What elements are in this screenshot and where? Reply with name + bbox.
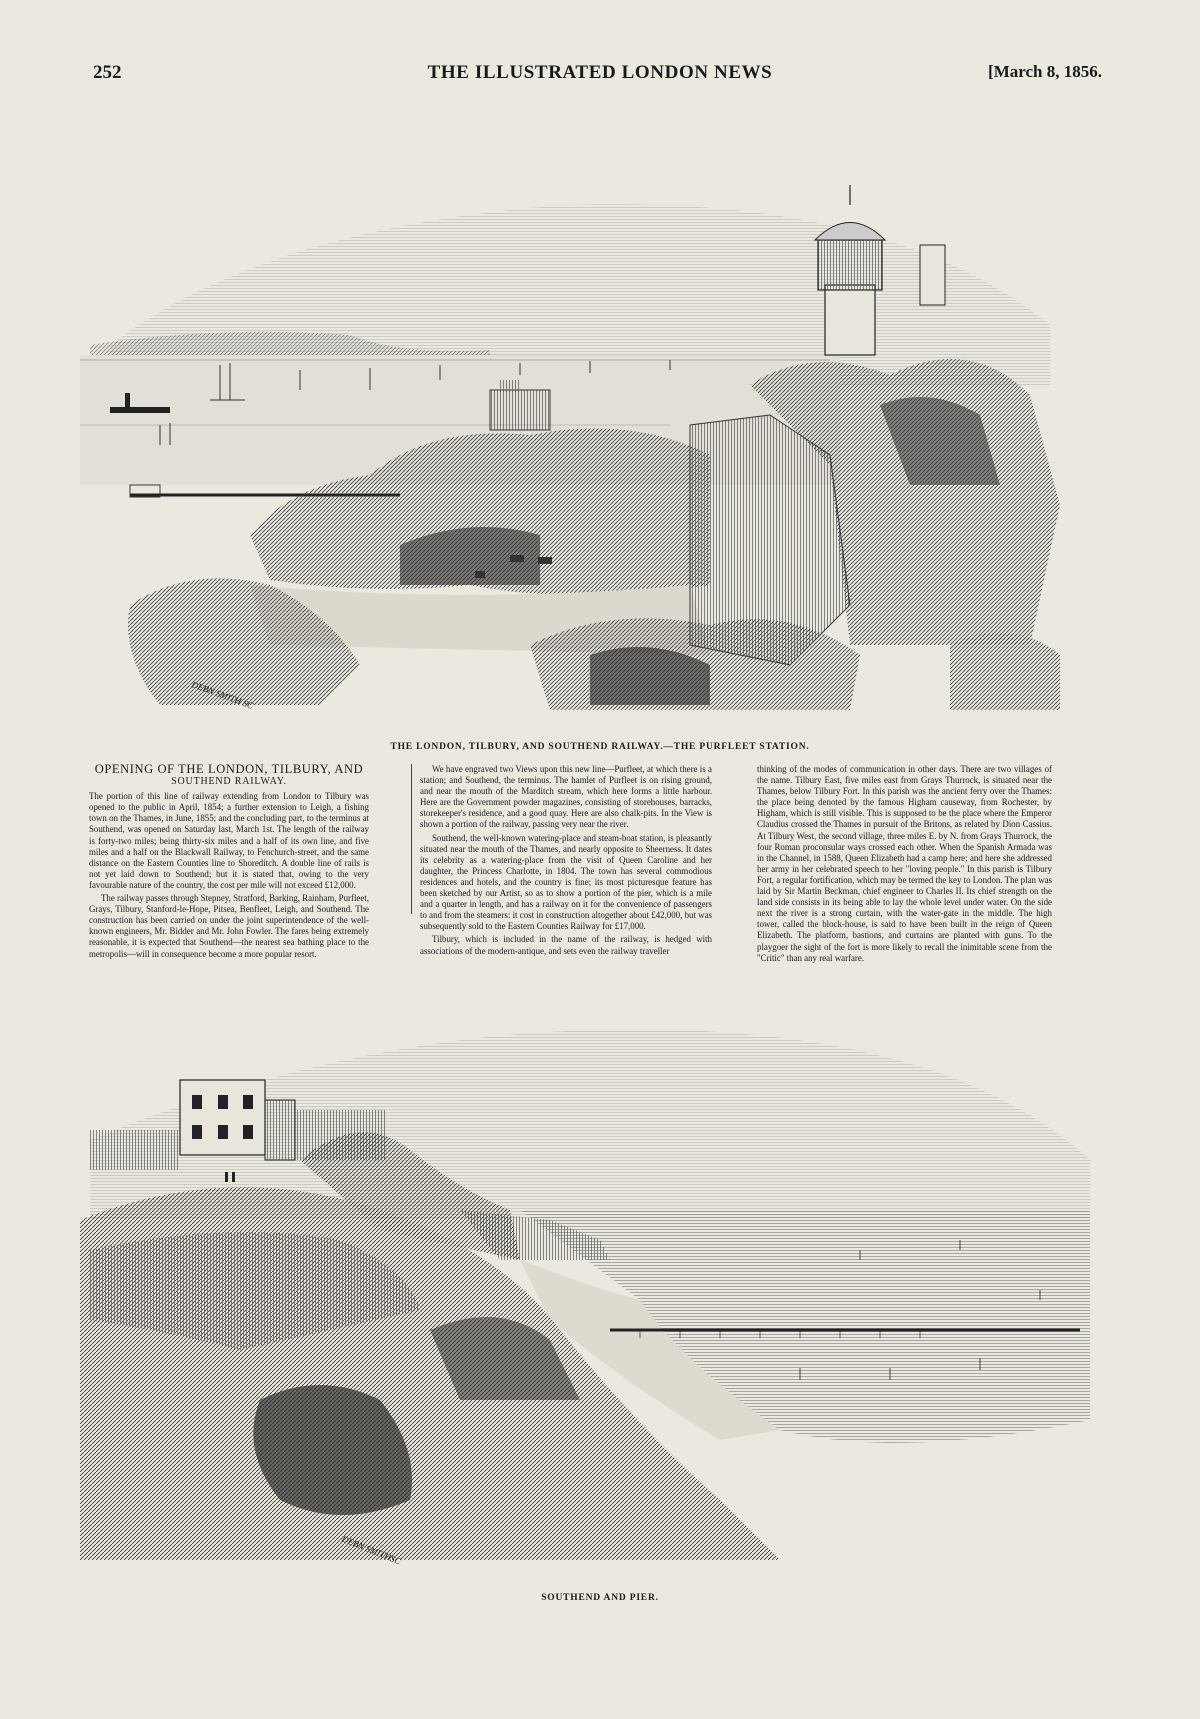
paragraph: thinking of the modes of communication in other days. There are two villages of the name. Tilbury East, five miles east from Grays Thurrock, is situated near the Thames, below Tilbury Fort. In this parish was the ancient ferry over the Thames: the place being denoted by the famous Higham causeway, from Rochester, by Higham, which is still visible. This is supposed to be the place where the Emperor Claudius crossed the Thames in pursuit of the Britons, as related by Dion Cassius. At Tilbury West, the second village, three miles E. by N. from Grays Thurrock, the four Roman proconsular ways crossed each other. When the Spanish Armada was in the Channel, in 1588, Queen Elizabeth had a camp here; and here she addressed her army in her celebrated speech to her "loving people." In this parish is Tilbury Fort, a regular fortification, which may be termed the key to London. The plan was laid by Sir Martin Beckman, chief engineer to Charles II. Its chief strength on the land side consists in its being able to lay the whole level under water. On the side next the river is a strong curtain, with the water-gate in the middle. The high tower, called the block-house, is said to have been built in the reign of Queen Elizabeth. The platform, bastions, and curtains are planted with guns. To the playgoer the sight of the fort is more likely to recall the inimitable scene from the "Critic" than any real warfare. xyxy=(757,764,1052,963)
article-column-2 xyxy=(420,764,712,959)
southend-illustration xyxy=(80,1000,1100,1575)
caption-southend: SOUTHEND AND PIER. xyxy=(541,1593,659,1603)
paragraph: Southend, the well-known watering-place and steam-boat station, is pleasantly situated near the mouth of the Thames, and nearly opposite to Sheerness. It dates its celebrity as a watering-place from the visit of Queen Caroline and her daughter, the Princess Charlotte, in 1804. The town has several commodious residences and hotels, and the country is fine; its most picturesque feature has been sketched by our Artist, so as to show a portion of the pier, which is a mile and a quarter in length, and has a railway on it for the convenience of passengers to and from the steamers: it cost in construction altogether about £42,000, but was subsequently sold to the Eastern Counties Railway for £17,000. xyxy=(420,832,712,932)
page-header xyxy=(0,62,1200,92)
engraver-signature-top: DEBN SMITH SC xyxy=(190,679,255,711)
paragraph: The portion of this line of railway extending from London to Tilbury was opened to the public in April, 1854; a further extension to Leigh, a fishing town on the Thames, in June, 1855; and the concluding part, to the terminus at Southend, was opened on Saturday last, March 1st. The length of the railway is forty-two miles; being thirty-six miles and a half of its own line, and five miles and a half on the Blackwall Railway, to Fenchurch-street, and the same distance on the Eastern Counties line to Shoreditch. A double line of rails is not yet laid down to Southend; but it is stated that, owing to the very favourable nature of the country, the cost per mile will not exceed £12,000. xyxy=(89,791,369,890)
purfleet-illustration xyxy=(70,185,1080,730)
article-column-3 xyxy=(757,764,1052,966)
publication-title: THE ILLUSTRATED LONDON NEWS xyxy=(427,62,773,83)
engraver-signature-bottom: DEBN SMITHSC xyxy=(340,1533,403,1567)
article-column-1 xyxy=(89,764,369,962)
paragraph: The railway passes through Stepney, Stratford, Barking, Rainham, Purfleet, Grays, Tilbury, Stanford-le-Hope, Pitsea, Benfleet, Leigh, and Southend. The construction has been carried on under the joint superintendence of the well-known engineers, Mr. Bidder and Mr. John Fowler. The fares being extremely reasonable, it is expected that Southend—the nearest sea bathing place to the metropolis—will in consequence become a more popular resort. xyxy=(89,893,369,959)
paragraph: Tilbury, which is included in the name of the railway, is hedged with associations of the modern-antique, and sets even the railway traveller xyxy=(420,934,712,956)
page-number: 252 xyxy=(93,62,122,83)
column-rule xyxy=(411,764,412,914)
article-subheadline: SOUTHEND RAILWAY. xyxy=(171,776,287,788)
caption-purfleet: THE LONDON, TILBURY, AND SOUTHEND RAILWAY.—THE PURFLEET STATION. xyxy=(390,742,810,752)
article-headline: OPENING OF THE LONDON, TILBURY, AND xyxy=(94,762,364,776)
paragraph: We have engraved two Views upon this new line—Purfleet, at which there is a station; and Southend, the terminus. The hamlet of Purfleet is on rising ground, and near the mouth of the Marditch stream, which here forms a little harbour. Here are the Government powder magazines, consisting of storehouses, barracks, storekeeper's residence, and a good quay. Here are also chalk-pits. In the View is shown a portion of the railway, passing very near the river. xyxy=(420,764,712,830)
issue-date: [March 8, 1856. xyxy=(988,62,1102,81)
